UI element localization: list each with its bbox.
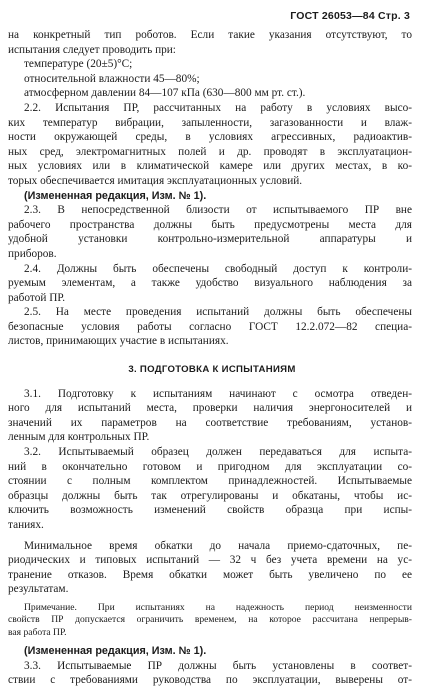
text-line: 3.1. Подготовку к испытаниям начинают с осмотра отведен- (24, 387, 412, 400)
text-line: ности окружающей среды, в условиях агрессивных, радиоактив- (8, 131, 412, 144)
text-line: 2.2. Испытания ПР, рассчитанных на работу в условиях высо- (24, 101, 412, 114)
text-line: результатам. (8, 583, 69, 596)
text-line: ствии с требованиями руководства по эксплуатации, выверены от- (8, 674, 412, 687)
text-line: приборов. (8, 247, 57, 260)
text-line: руемым элементам, а также удобство визуального наблюдения за (8, 277, 412, 290)
text-line: 2.5. На месте проведения испытаний должны быть обеспечены (24, 306, 412, 319)
text-line: образцы должны быть так отрегулированы и обкатаны, чтобы ис- (8, 489, 412, 502)
note-block (0, 602, 424, 639)
note-line: Примечание. При испытаниях на надежность период неизменности (24, 601, 412, 613)
text-line: удобной установки контрольно-измерительной аппаратуры и (8, 233, 412, 246)
body-text (0, 28, 424, 688)
text-line: рабочего пространства должны быть предусмотрены места для (8, 218, 412, 231)
text-line: стоянии с полным комплектом принадлежностей. Испытываемые (8, 475, 412, 488)
text-line: торых обеспечивается имитация эксплуатационных условий. (8, 174, 303, 187)
running-header: ГОСТ 26053—84 Стр. 3 (290, 10, 410, 22)
text-line: ных условиях или в климатической камере или других местах, в ко- (8, 160, 412, 173)
text-line: листов, принимающих участие в испытаниях. (8, 335, 229, 348)
text-line: ного для испытаний места, проверки наличия энергоносителей и (8, 402, 412, 415)
text-line: 2.3. В непосредственной близости от испытываемого ПР вне (24, 204, 412, 217)
text-line: безопасные условия работы согласно ГОСТ 12.2.072—82 специа- (8, 320, 412, 333)
note-line: вая работа ПР. (8, 626, 67, 638)
text-line: 3.2. Испытываемый образец должен передаваться для испыта- (24, 446, 412, 459)
text-line: ленным для контрольных ПР. (8, 431, 150, 444)
note-line: свойств ПР допускается ограничить временем, на которое рассчитана непрерыв- (8, 614, 412, 626)
text-line: Минимальное время обкатки до начала приемо-сдаточных, пе- (24, 539, 412, 552)
text-line: 2.4. Должны быть обеспечены свободный доступ к контроли- (24, 262, 412, 275)
text-line: ключить возможность изменений свойств образца при испы- (8, 504, 412, 517)
text-line: испытания следует проводить при: (8, 43, 176, 56)
text-line: 3.3. Испытываемые ПР должны быть установлены в соответ- (24, 659, 412, 672)
text-line: на конкретный тип роботов. Если такие указания отсутствуют, то (8, 29, 412, 41)
text-line: температуре (20±5)°С; (24, 58, 133, 71)
text-line: атмосферном давлении 84—107 кПа (630—800 мм рт. ст.). (24, 87, 306, 100)
text-line: работой ПР. (8, 291, 66, 304)
amendment-note: (Измененная редакция, Изм. № 1). (24, 645, 207, 658)
text-line: риодических и типовых испытаний — 32 ч без учета времени на ус- (8, 554, 412, 567)
text-line: ных сред, электромагнитных полей и др. проводят в эксплуатацион- (8, 145, 412, 158)
text-line: транение отказов. Время обкатки может быть увеличено по ее (8, 568, 412, 581)
text-line: ких температур вибрации, запыленности, загазованности и влаж- (8, 116, 412, 129)
amendment-note: (Измененная редакция, Изм. № 1). (24, 189, 207, 202)
section-heading: 3. ПОДГОТОВКА К ИСПЫТАНИЯМ (128, 364, 296, 376)
text-line: значений их параметров на соответствие требованиям, установ- (8, 416, 412, 429)
text-line: относительной влажности 45—80%; (24, 72, 200, 85)
text-line: ний в окончательно готовом и пригодном для эксплуатации со- (8, 460, 412, 473)
text-line: таниях. (8, 519, 44, 531)
